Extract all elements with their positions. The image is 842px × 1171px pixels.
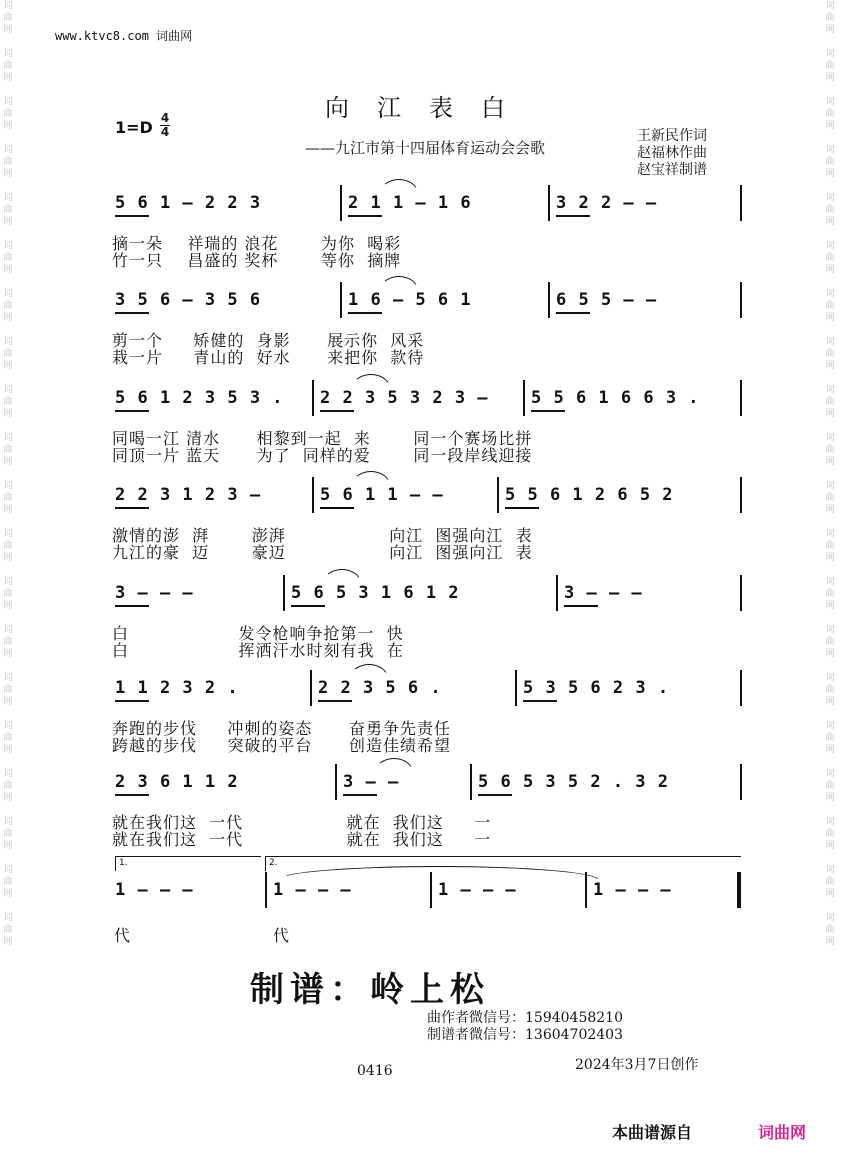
eighth-note-beam bbox=[115, 312, 149, 314]
measure-notes: 5 6 1 1 – – bbox=[320, 485, 444, 505]
lyricist-credit: 王新民作词 bbox=[637, 128, 707, 144]
lyric-verse-2: 九江的豪 迈 豪迈 向江 图强向江 表 bbox=[112, 543, 533, 562]
eighth-note-beam bbox=[320, 410, 354, 412]
lyric-verse-1: 摘一朵 祥瑞的 浪花 为你 喝彩 bbox=[112, 234, 402, 253]
eighth-note-beam bbox=[115, 794, 149, 796]
measure-notes: 1 – – – bbox=[273, 880, 352, 900]
side-watermark-right: 词 曲 网 词 曲 网 词 曲 网 词 曲 网 词 曲 网 词 曲 网 词 曲 网 词 曲 网 词 曲 网 词 曲 网 词 曲 网 词 曲 网 词 曲 网 词 曲 网 词 曲 网 词 曲 网 词 曲 网 词 曲 网 词 曲 网 词 曲 网 bbox=[825, 1, 835, 947]
lyric-verse-1: 就在我们这 一代 就在 我们这 一 bbox=[112, 813, 492, 832]
measure-notes: 6 5 5 – – bbox=[556, 290, 658, 310]
eighth-note-beam bbox=[115, 605, 149, 607]
measure-notes: 5 6 1 – 2 2 3 bbox=[115, 193, 262, 213]
barline bbox=[310, 670, 312, 706]
barline bbox=[740, 380, 742, 416]
eighth-note-beam bbox=[523, 700, 557, 702]
lyric-verse-2: 竹一只 昌盛的 奖杯 等你 摘牌 bbox=[112, 251, 402, 270]
barline bbox=[340, 282, 342, 318]
barline bbox=[740, 575, 742, 611]
lyric-verse-1: 奔跑的步伐 冲刺的姿态 奋勇争先责任 bbox=[112, 719, 451, 738]
measure-notes: 1 6 – 5 6 1 bbox=[348, 290, 472, 310]
eighth-note-beam bbox=[478, 794, 512, 796]
barline bbox=[523, 380, 525, 416]
site-header[interactable]: www.ktvc8.com 词曲网 bbox=[55, 29, 193, 43]
barline bbox=[548, 185, 550, 221]
lyric-verse-2: 栽一片 青山的 好水 来把你 款待 bbox=[112, 348, 425, 367]
measure-notes: 5 5 6 1 2 6 5 2 bbox=[505, 485, 674, 505]
barline bbox=[515, 670, 517, 706]
barline bbox=[497, 477, 499, 513]
barline bbox=[740, 185, 742, 221]
volta-number: 1. bbox=[119, 858, 128, 868]
eighth-note-beam bbox=[531, 410, 565, 412]
measure-notes: 5 3 5 6 2 3 . bbox=[523, 678, 670, 698]
measure-notes: 2 2 3 1 2 3 – bbox=[115, 485, 262, 505]
eighth-note-beam bbox=[320, 507, 354, 509]
eighth-note-beam bbox=[115, 215, 149, 217]
measure-notes: 5 6 5 3 1 6 1 2 bbox=[291, 583, 460, 603]
measure-notes: 3 – – – bbox=[564, 583, 643, 603]
song-subtitle: ——九江市第十四届体育运动会会歌 bbox=[305, 139, 546, 157]
barline bbox=[340, 185, 342, 221]
barline bbox=[548, 282, 550, 318]
eighth-note-beam bbox=[115, 700, 149, 702]
eighth-note-beam bbox=[564, 605, 598, 607]
measure-notes: 5 6 5 3 5 2 . 3 2 bbox=[478, 772, 669, 792]
measure-notes: 1 1 2 3 2 . bbox=[115, 678, 239, 698]
lyric-verse-1: 激情的澎 湃 澎湃 向江 图强向江 表 bbox=[112, 526, 533, 545]
creation-date: 2024年3月7日创作 bbox=[575, 1057, 699, 1073]
slur bbox=[380, 276, 418, 290]
measure-notes: 2 1 1 – 1 6 bbox=[348, 193, 472, 213]
eighth-note-beam bbox=[115, 507, 149, 509]
measure-notes: 2 3 6 1 1 2 bbox=[115, 772, 239, 792]
slur bbox=[380, 179, 418, 193]
slur bbox=[323, 569, 361, 583]
measure-notes: 2 2 3 5 6 . bbox=[318, 678, 442, 698]
score-number: 0416 bbox=[357, 1063, 393, 1079]
source-label: 本曲谱源自 bbox=[612, 1123, 693, 1142]
final-barline bbox=[737, 872, 741, 908]
eighth-note-beam bbox=[348, 312, 382, 314]
eighth-note-beam bbox=[505, 507, 539, 509]
time-signature bbox=[160, 112, 170, 139]
brand-link[interactable]: 词曲网 bbox=[758, 1123, 807, 1142]
measure-notes: 3 – – – bbox=[115, 583, 194, 603]
composer-credit: 赵福林作曲 bbox=[637, 145, 707, 161]
side-watermark-left: 词 曲 网 词 曲 网 词 曲 网 词 曲 网 词 曲 网 词 曲 网 词 曲 网 词 曲 网 词 曲 网 词 曲 网 词 曲 网 词 曲 网 词 曲 网 词 曲 网 词 曲 网 词 曲 网 词 曲 网 词 曲 网 词 曲 网 词 曲 网 bbox=[3, 1, 13, 947]
volta-bracket bbox=[115, 856, 261, 871]
measure-notes: 5 6 1 2 3 5 3 . bbox=[115, 388, 284, 408]
volta-number: 2. bbox=[269, 858, 278, 868]
arranger-wechat: 制谱者微信号：13604702403 bbox=[427, 1027, 623, 1043]
lyric-ending-1: 代 bbox=[114, 926, 132, 945]
lyric-verse-1: 同喝一江 清水 相黎到一起 来 同一个赛场比拼 bbox=[112, 429, 533, 448]
barline bbox=[265, 872, 267, 908]
song-title: 向江表白 bbox=[325, 94, 533, 122]
eighth-note-beam bbox=[343, 794, 377, 796]
composer-wechat: 曲作者微信号：15940458210 bbox=[427, 1010, 623, 1026]
eighth-note-beam bbox=[556, 312, 590, 314]
slur bbox=[350, 664, 388, 678]
slur bbox=[352, 374, 390, 388]
lyric-verse-2: 就在我们这 一代 就在 我们这 一 bbox=[112, 830, 492, 849]
arranger-signature: 制谱：岭上松 bbox=[250, 970, 490, 1010]
eighth-note-beam bbox=[556, 215, 590, 217]
measure-notes: 1 – – – bbox=[438, 880, 517, 900]
measure-notes: 5 5 6 1 6 6 3 . bbox=[531, 388, 700, 408]
barline bbox=[335, 764, 337, 800]
barline bbox=[556, 575, 558, 611]
barline bbox=[740, 282, 742, 318]
time-denominator: 4 bbox=[160, 125, 170, 139]
measure-notes: 1 – – – bbox=[115, 880, 194, 900]
eighth-note-beam bbox=[318, 700, 352, 702]
barline bbox=[283, 575, 285, 611]
barline bbox=[312, 380, 314, 416]
measure-notes: 1 – – – bbox=[593, 880, 672, 900]
lyric-verse-2: 白 挥洒汗水时刻有我 在 bbox=[112, 641, 404, 660]
slur bbox=[375, 758, 413, 772]
measure-notes: 3 5 6 – 3 5 6 bbox=[115, 290, 262, 310]
slur bbox=[352, 471, 390, 485]
key-signature: 1=D bbox=[115, 118, 153, 137]
lyric-verse-2: 同顶一片 蓝天 为了 同样的爱 同一段岸线迎接 bbox=[112, 446, 533, 465]
lyric-verse-2: 跨越的步伐 突破的平台 创造佳绩希望 bbox=[112, 736, 451, 755]
barline bbox=[470, 764, 472, 800]
barline bbox=[740, 670, 742, 706]
lyric-verse-1: 白 发令枪响争抢第一 快 bbox=[112, 624, 404, 643]
time-numerator: 4 bbox=[160, 111, 170, 125]
barline bbox=[740, 764, 742, 800]
lyric-verse-1: 剪一个 矫健的 身影 展示你 风采 bbox=[112, 331, 425, 350]
lyric-ending-2: 代 bbox=[273, 926, 291, 945]
eighth-note-beam bbox=[115, 410, 149, 412]
barline bbox=[740, 477, 742, 513]
volta-bracket bbox=[265, 856, 741, 871]
eighth-note-beam bbox=[348, 215, 382, 217]
arranger-credit: 赵宝祥制谱 bbox=[637, 162, 707, 178]
measure-notes: 2 2 3 5 3 2 3 – bbox=[320, 388, 489, 408]
measure-notes: 3 2 2 – – bbox=[556, 193, 658, 213]
measure-notes: 3 – – bbox=[343, 772, 400, 792]
eighth-note-beam bbox=[291, 605, 325, 607]
barline bbox=[312, 477, 314, 513]
